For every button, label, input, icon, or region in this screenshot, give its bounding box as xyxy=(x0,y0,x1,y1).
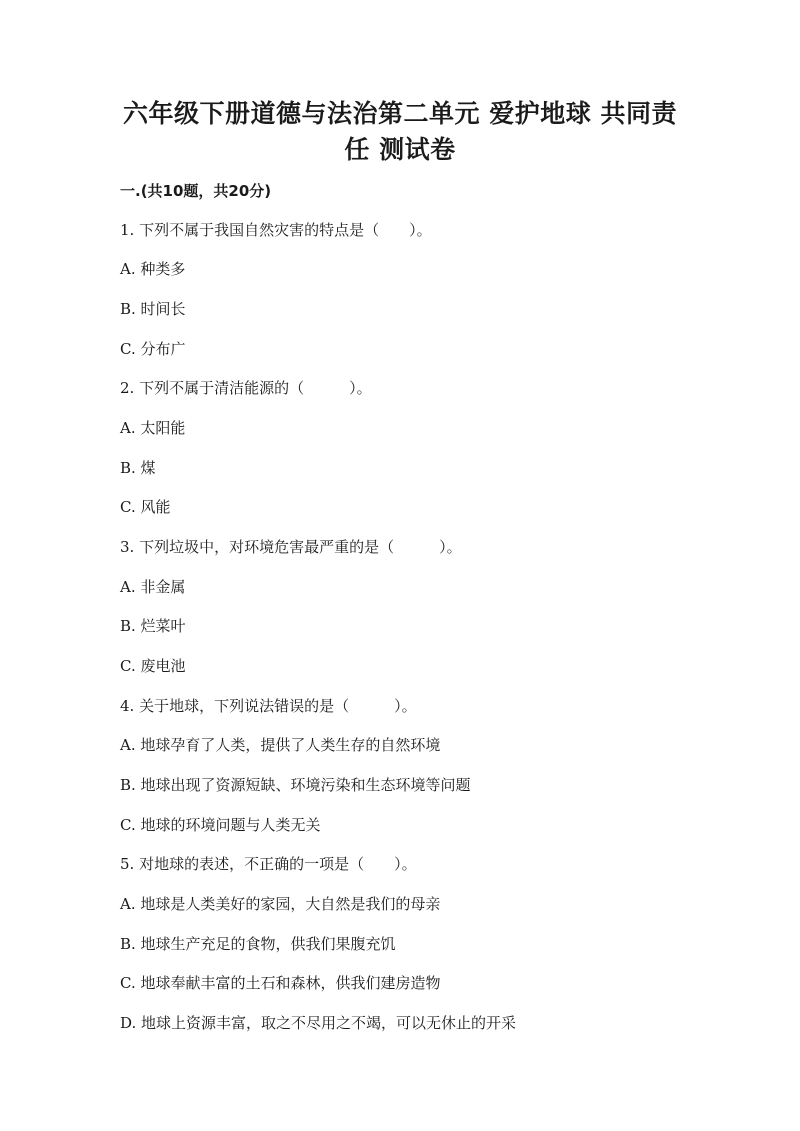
title-line-2: 任 测试卷 xyxy=(344,135,456,164)
question-2-option-a: A. 太阳能 xyxy=(120,419,186,437)
question-2-option-b: B. 煤 xyxy=(120,459,156,477)
question-1-option-b: B. 时间长 xyxy=(120,300,186,318)
question-1-option-a: A. 种类多 xyxy=(120,260,186,278)
question-3-option-c: C. 废电池 xyxy=(120,657,186,675)
question-5-option-b: B. 地球生产充足的食物，供我们果腹充饥 xyxy=(120,935,396,953)
question-5-option-d: D. 地球上资源丰富，取之不尽用之不竭，可以无休止的开采 xyxy=(120,1014,517,1032)
question-2-stem: 2. 下列不属于清洁能源的（ ）。 xyxy=(120,379,372,397)
question-1-stem: 1. 下列不属于我国自然灾害的特点是（ ）。 xyxy=(120,221,432,239)
question-3-option-b: B. 烂菜叶 xyxy=(120,617,186,635)
question-5-option-a: A. 地球是人类美好的家园，大自然是我们的母亲 xyxy=(120,895,441,913)
question-4-option-a: A. 地球孕育了人类，提供了人类生存的自然环境 xyxy=(120,736,441,754)
question-5-stem: 5. 对地球的表述，不正确的一项是（ ）。 xyxy=(120,855,417,873)
question-5-option-c: C. 地球奉献丰富的土石和森林，供我们建房造物 xyxy=(120,974,441,992)
question-3-stem: 3. 下列垃圾中，对环境危害最严重的是（ ）。 xyxy=(120,538,462,556)
exam-title xyxy=(110,96,690,168)
question-4-option-c: C. 地球的环境问题与人类无关 xyxy=(120,816,321,834)
title-line-1: 六年级下册道德与法治第二单元 爱护地球 共同责 xyxy=(123,99,677,128)
question-3-option-a: A. 非金属 xyxy=(120,578,186,596)
question-4-option-b: B. 地球出现了资源短缺、环境污染和生态环境等问题 xyxy=(120,776,471,794)
section-header: 一.(共10题，共20分) xyxy=(120,182,272,200)
question-4-stem: 4. 关于地球，下列说法错误的是（ ）。 xyxy=(120,697,417,715)
question-2-option-c: C. 风能 xyxy=(120,498,171,516)
question-1-option-c: C. 分布广 xyxy=(120,340,186,358)
